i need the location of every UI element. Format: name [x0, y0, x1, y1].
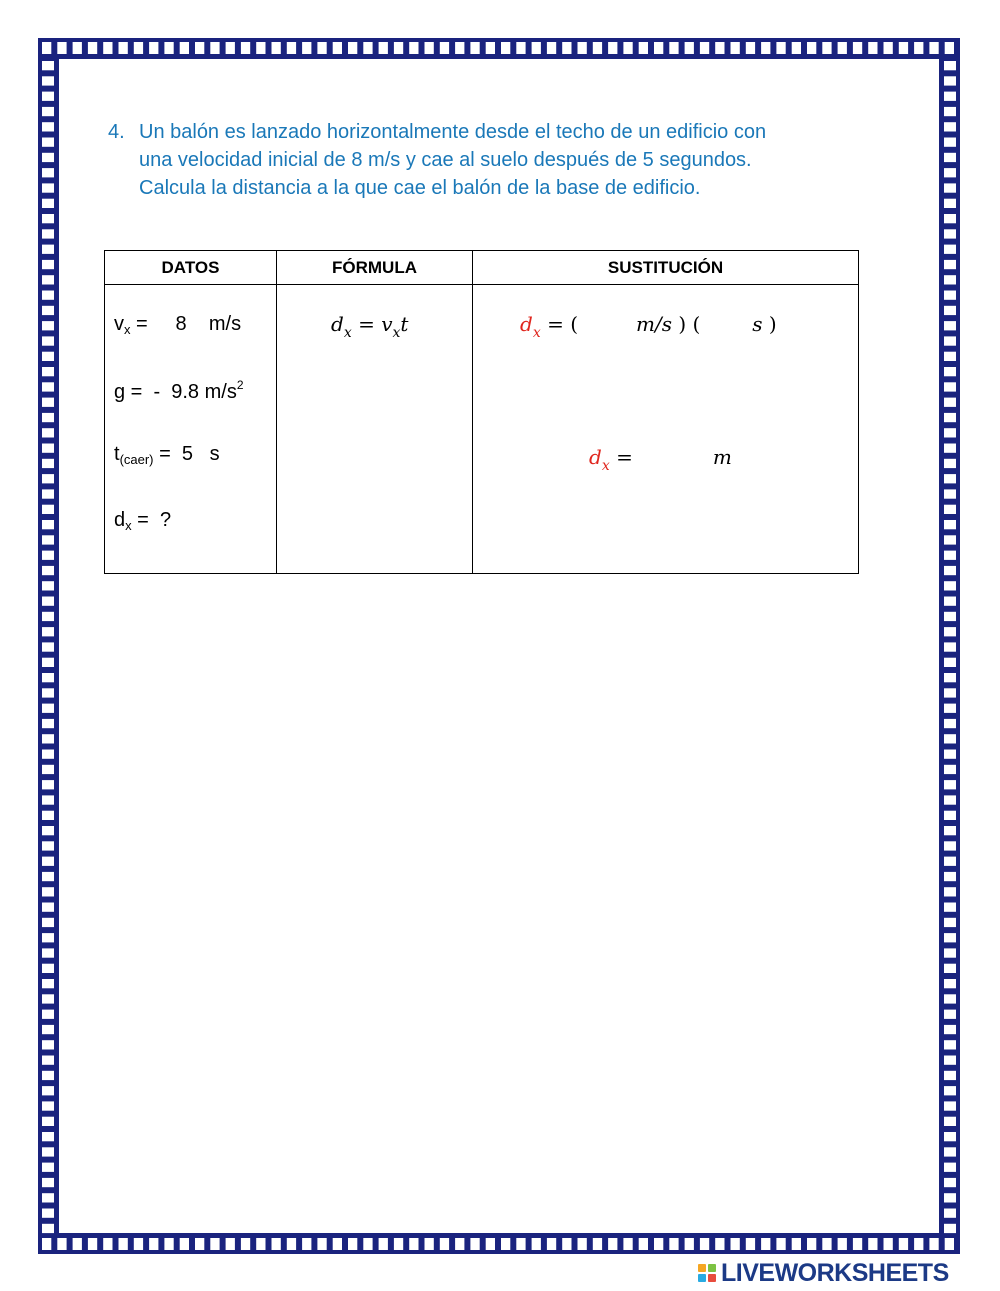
result-line: $d_x = m$ [589, 445, 732, 474]
datum-distance: $d_x$ = ? [114, 509, 172, 533]
logo-square [708, 1264, 716, 1272]
problem-number: 4. [108, 121, 125, 143]
solution-table [104, 250, 859, 574]
datum-velocity: $v_x$ = 8 m/s [114, 313, 242, 337]
problem-line: una velocidad inicial de 8 m/s y cae al suelo después de 5 segundos. [139, 149, 752, 171]
header-datos: DATOS [105, 251, 277, 285]
logo-square [698, 1274, 706, 1282]
problem-line: Calcula la distancia a la que cae el balón de la base de edificio. [139, 177, 701, 199]
problem-line: Un balón es lanzado horizontalmente desde el techo de un edificio con [139, 121, 767, 143]
datos-cell [105, 285, 277, 574]
sustitucion-cell [473, 285, 859, 574]
datum-gravity: g = - 9.8 $m/s^2$ [114, 378, 244, 403]
liveworksheets-logo [698, 1258, 949, 1288]
substitution-line: $d_x$ = ( m/s ) ( s ) [520, 312, 777, 341]
header-formula: FÓRMULA [277, 251, 473, 285]
logo-square [698, 1264, 706, 1272]
formula-expression: $d_x = v_xt$ [331, 312, 409, 341]
datum-time: $t_{(caer)} = 5$ s [114, 443, 220, 467]
problem-statement [108, 118, 878, 202]
table-body-row [105, 285, 859, 574]
header-sustitucion: SUSTITUCIÓN [473, 251, 859, 285]
logo-square [708, 1274, 716, 1282]
decorative-border [38, 38, 960, 1254]
table-header-row [105, 251, 859, 285]
logo-text: LIVEWORKSHEETS [721, 1258, 949, 1287]
logo-icon [698, 1264, 716, 1282]
formula-cell [277, 285, 473, 574]
problem-text [139, 118, 878, 202]
border-pattern [38, 38, 960, 1254]
